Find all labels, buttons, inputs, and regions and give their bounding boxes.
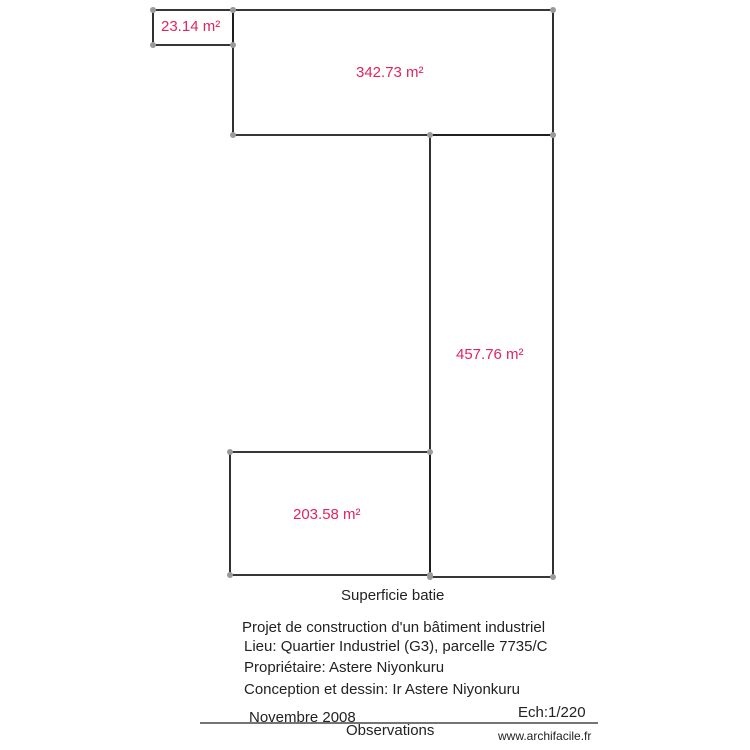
room-top-corner-handle-0[interactable] [230, 7, 236, 13]
watermark: www.archifacile.fr [498, 729, 592, 743]
project-title: Projet de construction d'un bâtiment industriel [242, 619, 546, 636]
date-text: Novembre 2008 [249, 709, 356, 726]
room-bottom-area: 203.58 m² [293, 506, 361, 523]
room-bottom-corner-handle-3[interactable] [227, 572, 233, 578]
room-small-corner-handle-3[interactable] [150, 42, 156, 48]
walls [153, 10, 553, 577]
room-right-corner-handle-1[interactable] [550, 132, 556, 138]
room-right-corner-handle-2[interactable] [550, 574, 556, 580]
room-bottom-corner-handle-1[interactable] [427, 449, 433, 455]
room-bottom-corner-handle-2[interactable] [427, 572, 433, 578]
room-right-area: 457.76 m² [456, 346, 524, 363]
owner-line: Propriétaire: Astere Niyonkuru [244, 659, 445, 676]
room-bottom-corner-handle-0[interactable] [227, 449, 233, 455]
designer-line: Conception et dessin: Ir Astere Niyonkuru [244, 681, 520, 698]
scale-text: Ech:1/220 [518, 704, 586, 721]
subtitle: Superficie batie [341, 587, 445, 604]
room-right-corner-handle-0[interactable] [427, 132, 433, 138]
room-small-corner-handle-2[interactable] [230, 42, 236, 48]
observations-text: Observations [346, 722, 435, 739]
location-line: Lieu: Quartier Industriel (G3), parcelle 7735/C [244, 638, 548, 655]
room-top-area: 342.73 m² [356, 64, 424, 81]
corner-handles [150, 7, 556, 580]
room-small-corner-handle-0[interactable] [150, 7, 156, 13]
room-top-corner-handle-1[interactable] [550, 7, 556, 13]
room-top-corner-handle-3[interactable] [230, 132, 236, 138]
room-small-area: 23.14 m² [161, 18, 221, 35]
